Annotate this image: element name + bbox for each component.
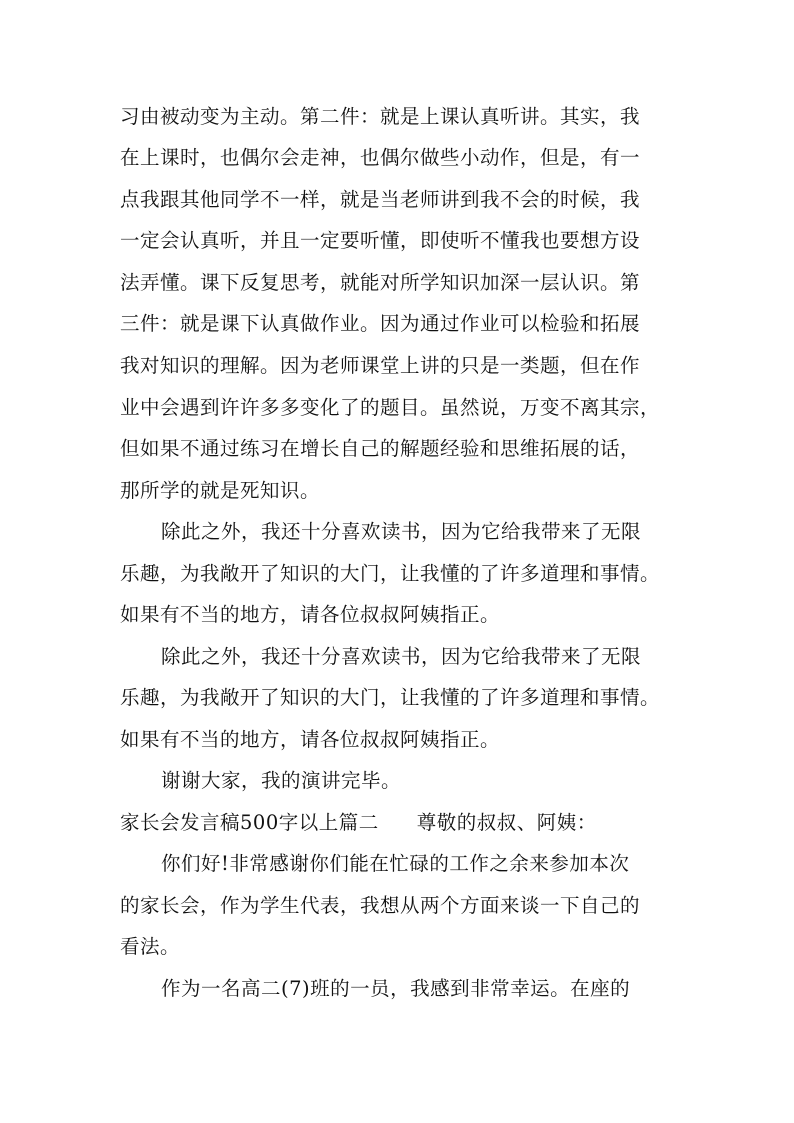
text-line: 看法。	[120, 935, 181, 958]
section-heading: 家长会发言稿500字以上篇二	[120, 811, 379, 834]
text-line: 的家长会，作为学生代表，我想从两个方面来谈一下自己的	[120, 894, 641, 917]
text-line: 一定会认真听，并且一定要听懂，即使听不懂我也要想方设	[120, 229, 641, 252]
closing-line: 谢谢大家，我的演讲完毕。	[161, 769, 402, 792]
text-line: 习由被动变为主动。第二件：就是上课认真听讲。其实，我	[120, 105, 641, 128]
paragraph-first-line: 作为一名高二(7)班的一员，我感到非常幸运。在座的	[161, 977, 631, 1000]
text-line: 业中会遇到许许多多变化了的题目。虽然说，万变不离其宗，	[120, 396, 661, 419]
text-line: 点我跟其他同学不一样，就是当老师讲到我不会的时候，我	[120, 188, 641, 211]
salutation: 尊敬的叔叔、阿姨：	[416, 811, 597, 834]
paragraph-first-line: 你们好!非常感谢你们能在忙碌的工作之余来参加本次	[161, 852, 630, 875]
text-line: 乐趣，为我敞开了知识的大门，让我懂的了许多道理和事情。	[120, 686, 661, 709]
paragraph-first-line: 除此之外，我还十分喜欢读书，因为它给我带来了无限	[161, 645, 642, 668]
text-line: 我对知识的理解。因为老师课堂上讲的只是一类题，但在作	[120, 354, 641, 377]
text-line: 在上课时，也偶尔会走神，也偶尔做些小动作，但是，有一	[120, 146, 641, 169]
section-heading-line	[120, 809, 597, 837]
paragraph-first-line: 除此之外，我还十分喜欢读书，因为它给我带来了无限	[161, 520, 642, 543]
text-line: 三件：就是课下认真做作业。因为通过作业可以检验和拓展	[120, 312, 641, 335]
text-line: 如果有不当的地方，请各位叔叔阿姨指正。	[120, 603, 501, 626]
text-line: 那所学的就是死知识。	[120, 479, 321, 502]
text-line: 如果有不当的地方，请各位叔叔阿姨指正。	[120, 728, 501, 751]
text-line: 但如果不通过练习在增长自己的解题经验和思维拓展的话，	[120, 437, 641, 460]
text-line: 法弄懂。课下反复思考，就能对所学知识加深一层认识。第	[120, 271, 641, 294]
text-line: 乐趣，为我敞开了知识的大门，让我懂的了许多道理和事情。	[120, 562, 661, 585]
